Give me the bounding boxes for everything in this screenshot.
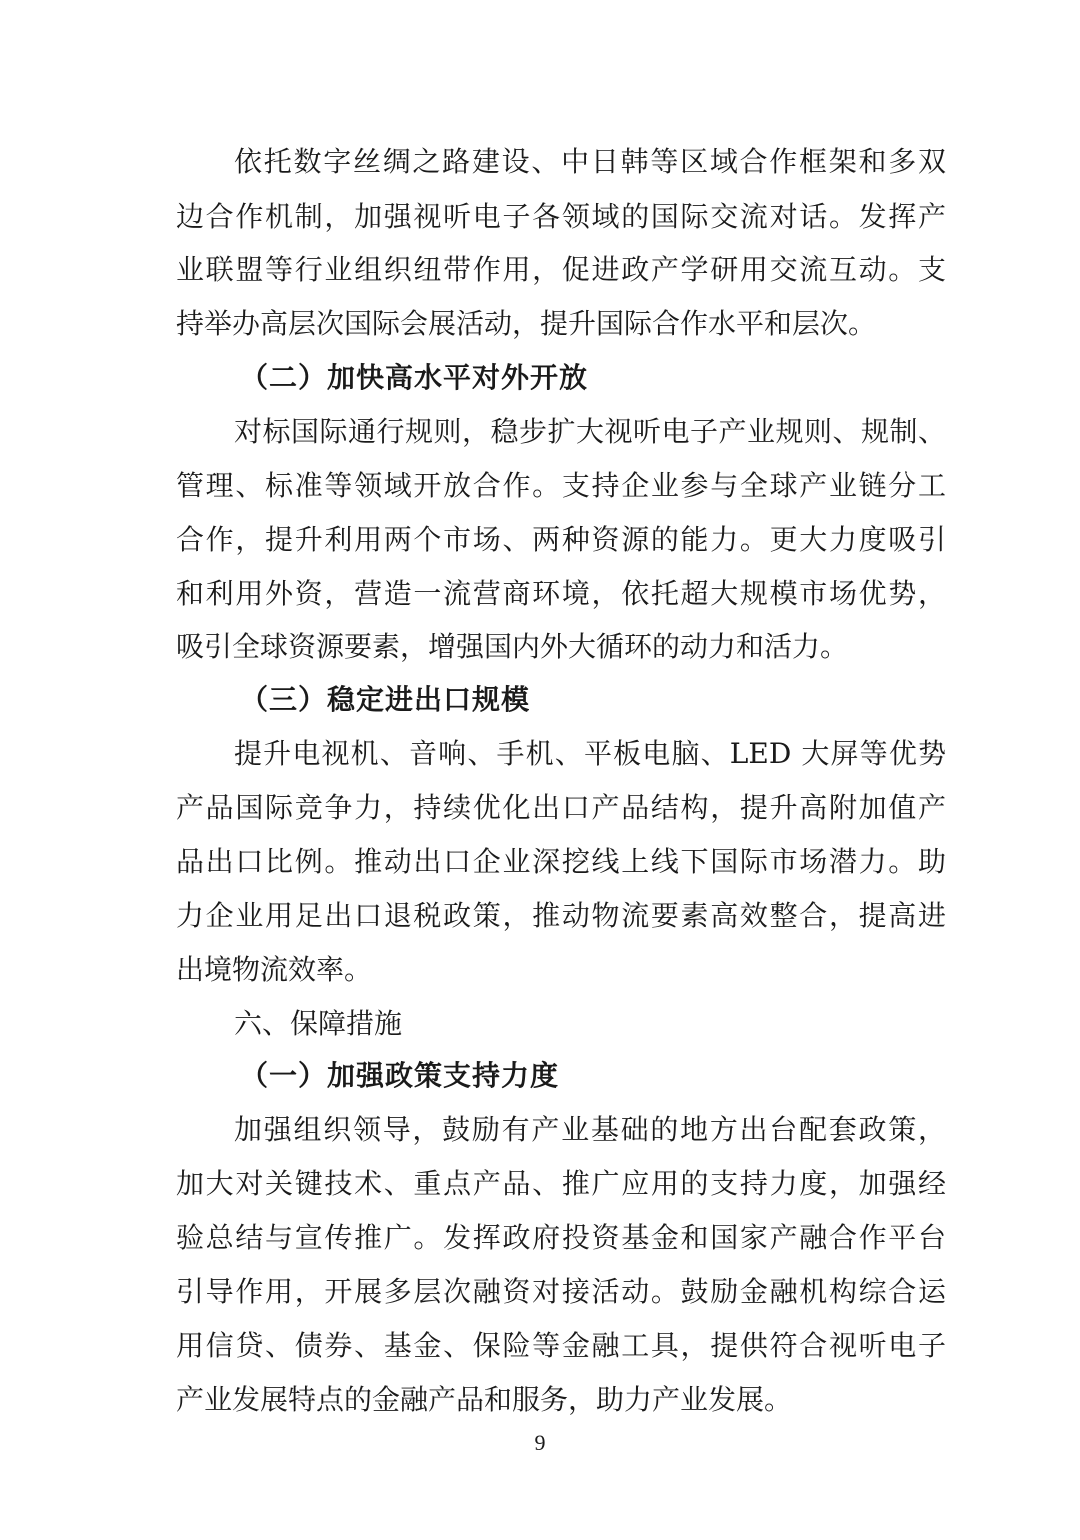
heading-2-2: （二）加快高水平对外开放 [240, 361, 589, 394]
heading-2-3: （三）稳定进出口规模 [240, 683, 531, 716]
paragraph-4-line-4: 引导作用，开展多层次融资对接活动。鼓励金融机构综合运 [176, 1275, 946, 1308]
paragraph-4-line-6: 产业发展特点的金融产品和服务，助力产业发展。 [176, 1383, 793, 1416]
paragraph-2-line-2: 管理、标准等领域开放合作。支持企业参与全球产业链分工 [176, 469, 946, 502]
paragraph-1-line-4: 持举办高层次国际会展活动，提升国际合作水平和层次。 [176, 307, 877, 340]
paragraph-2-line-3: 合作，提升利用两个市场、两种资源的能力。更大力度吸引 [176, 523, 946, 556]
paragraph-3-line-2: 产品国际竞争力，持续优化出口产品结构，提升高附加值产 [176, 791, 946, 824]
paragraph-3-line-5: 出境物流效率。 [176, 953, 373, 986]
paragraph-1-line-1: 依托数字丝绸之路建设、中日韩等区域合作框架和多双 [234, 145, 946, 178]
paragraph-1-line-3: 业联盟等行业组织纽带作用，促进政产学研用交流互动。支 [176, 253, 946, 286]
paragraph-4-line-2: 加大对关键技术、重点产品、推广应用的支持力度，加强经 [176, 1167, 946, 1200]
paragraph-2-line-5: 吸引全球资源要素，增强国内外大循环的动力和活力。 [176, 630, 849, 663]
paragraph-4-line-3: 验总结与宣传推广。发挥政府投资基金和国家产融合作平台 [176, 1221, 946, 1254]
page-number: 9 [534, 1430, 546, 1455]
paragraph-3-line-4: 力企业用足出口退税政策，推动物流要素高效整合，提高进 [176, 899, 946, 932]
paragraph-4-line-5: 用信贷、债券、基金、保险等金融工具，提供符合视听电子 [176, 1329, 946, 1362]
paragraph-2-line-4: 和利用外资，营造一流营商环境，依托超大规模市场优势， [176, 577, 946, 610]
heading-6-1: （一）加强政策支持力度 [240, 1059, 560, 1092]
paragraph-4-line-1: 加强组织领导，鼓励有产业基础的地方出台配套政策， [234, 1113, 946, 1146]
section-6-title: 六、保障措施 [234, 1007, 403, 1040]
paragraph-2-line-1: 对标国际通行规则，稳步扩大视听电子产业规则、规制、 [234, 415, 946, 448]
paragraph-3-line-1: 提升电视机、音响、手机、平板电脑、LED 大屏等优势 [234, 737, 946, 770]
paragraph-1-line-2: 边合作机制，加强视听电子各领域的国际交流对话。发挥产 [176, 200, 946, 233]
paragraph-3-line-3: 品出口比例。推动出口企业深挖线上线下国际市场潜力。助 [176, 845, 946, 878]
